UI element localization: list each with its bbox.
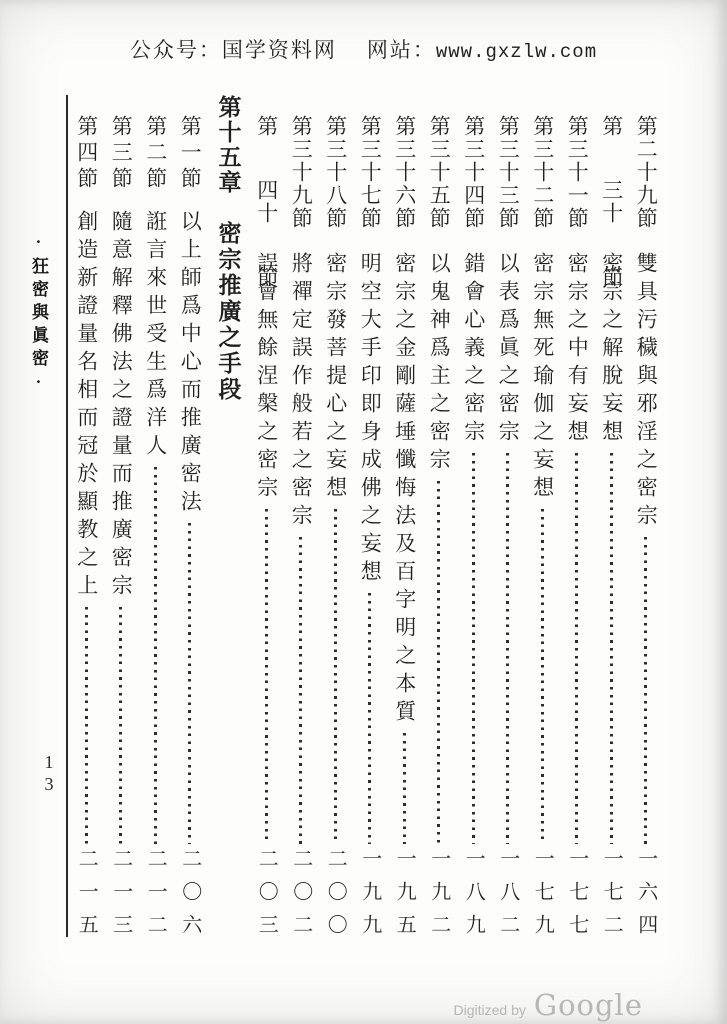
toc-entry-section-32 — [525, 95, 560, 952]
section-title: 密宗發菩提心之妄想 — [323, 252, 348, 504]
dot-leader — [368, 593, 371, 844]
toc-entry-section-31 — [560, 95, 595, 952]
toc-chapter-heading — [207, 95, 249, 952]
section-title: 以上師爲中心而推廣密法 — [178, 210, 203, 518]
toc-entry-section-2 — [138, 95, 173, 952]
section-title: 誑言來世受生爲洋人 — [143, 210, 168, 462]
section-label: 第三十六節 — [392, 115, 417, 230]
running-book-title: ·狂密與眞密· — [29, 232, 48, 397]
dot-leader — [644, 537, 647, 844]
toc-entry-section-3 — [104, 95, 139, 952]
section-label: 第二十九節 — [634, 115, 659, 230]
section-label: 第三十四節 — [461, 115, 486, 230]
digitized-by-google-watermark — [454, 988, 643, 1022]
toc-entry-section-35 — [422, 95, 457, 952]
toc-entry-section-29 — [629, 95, 664, 952]
section-title: 密宗之中有妄想 — [565, 252, 590, 448]
page-number: 二〇二 — [289, 848, 312, 947]
page-number: 一九二 — [427, 848, 450, 947]
section-title: 密宗無死瑜伽之妄想 — [530, 252, 555, 504]
section-title: 誤會無餘涅槃之密宗 — [254, 252, 279, 504]
section-title: 密宗之金剛薩埵懺悔法及百字明之本質 — [392, 252, 417, 728]
dot-leader — [472, 453, 475, 844]
page-number: 二〇三 — [255, 848, 278, 947]
header-account-text: 公众号：国学资料网 — [129, 38, 337, 62]
section-label: 第三十七節 — [358, 115, 383, 230]
section-title: 以鬼神爲主之密宗 — [427, 252, 452, 476]
section-title: 以表爲眞之密宗 — [496, 252, 521, 448]
section-title: 錯會心義之密宗 — [461, 252, 486, 448]
dot-leader — [85, 607, 88, 844]
dot-leader — [299, 537, 302, 844]
page-number: 一七二 — [600, 848, 623, 947]
section-label: 第三節 — [109, 115, 134, 193]
chapter-label: 第十五章 — [215, 95, 241, 195]
page-number: 一九九 — [358, 848, 381, 947]
section-label: 第三十一節 — [565, 115, 590, 230]
dot-leader — [541, 509, 544, 844]
google-logo: Google — [533, 988, 643, 1022]
toc-entry-section-37 — [353, 95, 388, 952]
section-label: 第一節 — [178, 115, 203, 193]
section-title: 創造新證量名相而冠於顯教之上 — [74, 210, 99, 602]
section-label: 第三十九節 — [289, 115, 314, 230]
section-label: 第 四十 節 — [254, 115, 279, 289]
dot-leader — [506, 453, 509, 844]
page-number: 一九五 — [393, 848, 416, 947]
chapter-title: 密宗推廣之手段 — [215, 221, 241, 403]
dot-leader — [403, 733, 406, 844]
dot-leader — [334, 509, 337, 844]
page-number: 一八二 — [496, 848, 519, 947]
page-header — [0, 34, 727, 64]
dot-leader — [265, 509, 268, 844]
page-number: 一七七 — [565, 848, 588, 947]
dot-leader — [188, 523, 191, 844]
page-number: 一七九 — [531, 848, 554, 947]
toc-block — [69, 95, 663, 952]
section-label: 第三十二節 — [530, 115, 555, 230]
dot-leader — [575, 453, 578, 844]
section-title: 明空大手印即身成佛之妄想 — [358, 252, 383, 588]
page-number: 一六四 — [634, 848, 657, 947]
section-title: 隨意解釋佛法之證量而推廣密宗 — [109, 210, 134, 602]
dot-leader — [610, 453, 613, 844]
dot-leader — [154, 467, 157, 844]
section-label: 第四節 — [74, 115, 99, 193]
header-url: www.gxzlw.com — [435, 41, 598, 63]
toc-entry-section-30 — [594, 95, 629, 952]
section-title: 雙具污穢與邪淫之密宗 — [634, 252, 659, 532]
dot-leader — [119, 607, 122, 844]
dot-leader — [437, 481, 440, 844]
watermark-prefix: Digitized by — [453, 1002, 526, 1018]
section-label: 第三十五節 — [427, 115, 452, 230]
page-number: 二〇〇 — [324, 848, 347, 947]
page-number: 二一五 — [75, 848, 98, 947]
section-title: 將禪定誤作般若之密宗 — [289, 252, 314, 532]
section-label: 第二節 — [143, 115, 168, 193]
margin-rule-line — [66, 95, 68, 937]
toc-entry-section-34 — [456, 95, 491, 952]
toc-entry-section-40 — [249, 95, 284, 952]
folio-page-number: 13 — [39, 752, 59, 796]
toc-entry-section-39 — [284, 95, 319, 952]
section-label: 第 三十 節 — [599, 115, 624, 289]
toc-entry-section-4 — [69, 95, 104, 952]
page-number: 二一二 — [144, 848, 167, 947]
header-site-text — [367, 34, 597, 64]
header-site-label: 网站： — [366, 38, 436, 62]
page-number: 二〇六 — [178, 848, 201, 947]
toc-entry-section-36 — [387, 95, 422, 952]
section-label: 第三十八節 — [323, 115, 348, 230]
page-number: 一八九 — [462, 848, 485, 947]
toc-entry-section-38 — [318, 95, 353, 952]
toc-entry-section-1 — [173, 95, 208, 952]
section-label: 第三十三節 — [496, 115, 521, 230]
section-title: 密宗之解脫妄想 — [599, 252, 624, 448]
toc-entry-section-33 — [491, 95, 526, 952]
page-number: 二一三 — [109, 848, 132, 947]
